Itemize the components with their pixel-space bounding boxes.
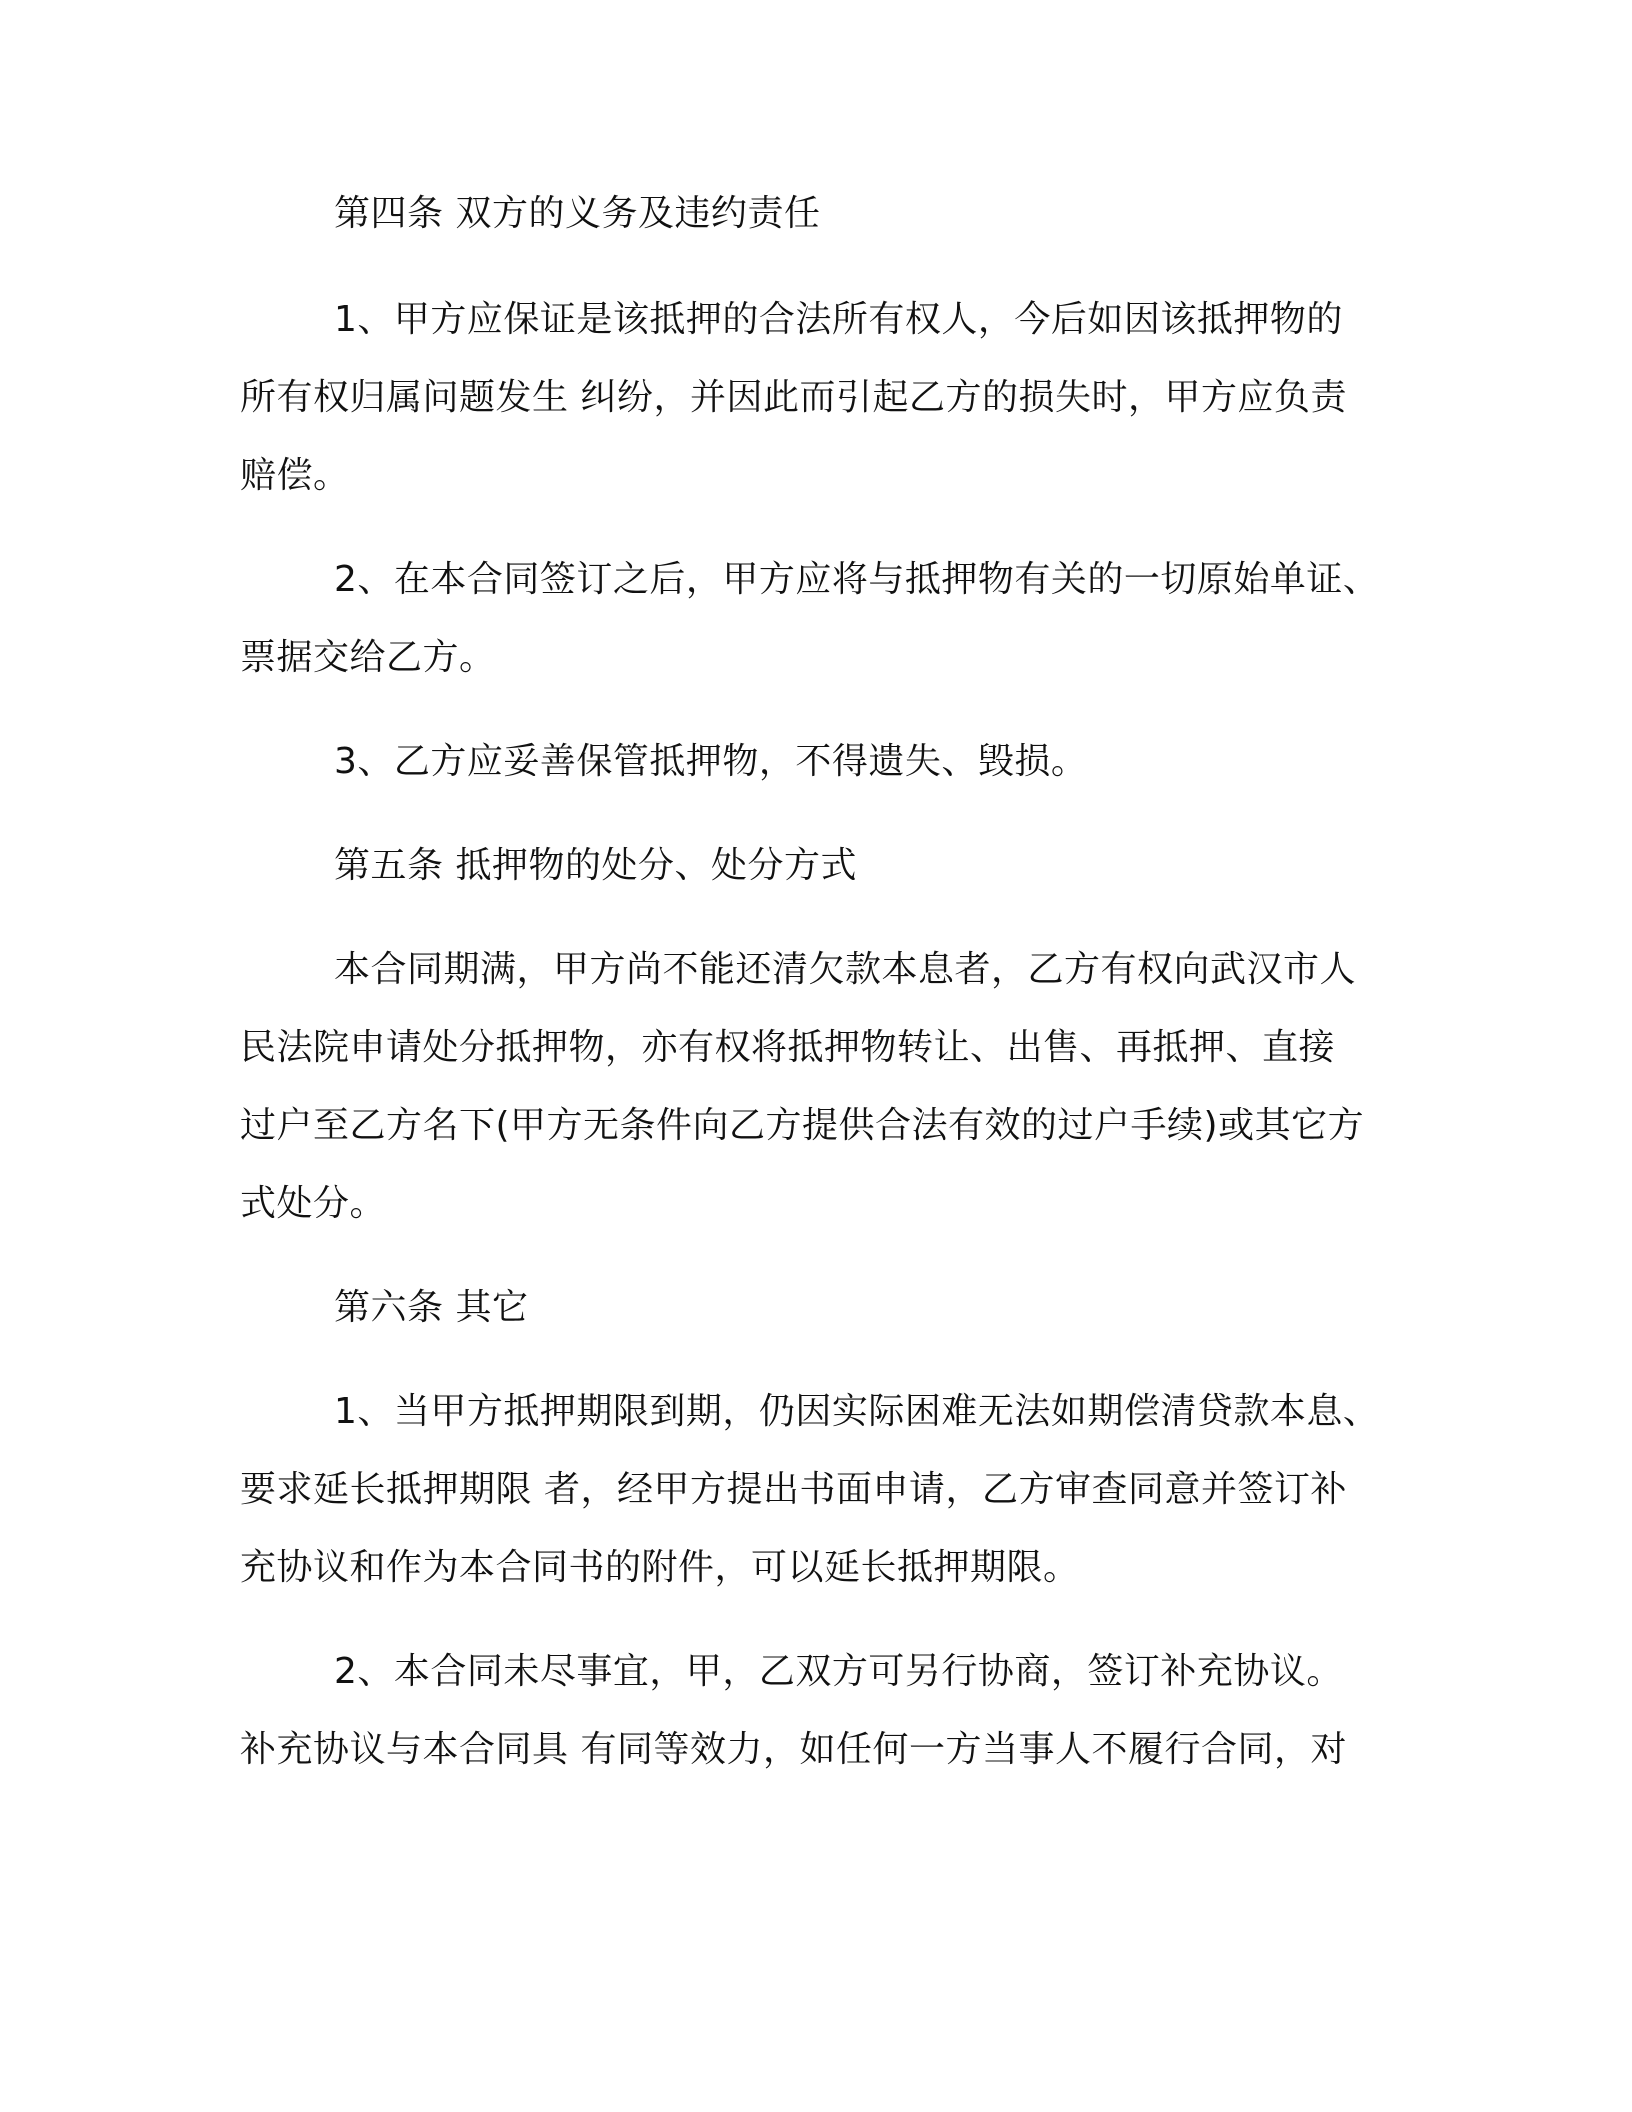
article-6-clause-1-line-2: 要求延长抵押期限 者，经甲方提出书面申请，乙方审查同意并签订补 bbox=[240, 1469, 1347, 1510]
article-4-clause-2-line-1: 2、在本合同签订之后，甲方应将与抵押物有关的一切原始单证、 bbox=[334, 559, 1380, 600]
article-6-clause-1-line-3: 充协议和作为本合同书的附件，可以延长抵押期限。 bbox=[240, 1547, 1080, 1588]
article-4-clause-2-line-2: 票据交给乙方。 bbox=[240, 637, 496, 678]
article-5-body-line-2: 民法院申请处分抵押物，亦有权将抵押物转让、出售、再抵押、直接 bbox=[240, 1027, 1336, 1068]
article-6-clause-1-line-1: 1、当甲方抵押期限到期，仍因实际困难无法如期偿清贷款本息、 bbox=[334, 1391, 1380, 1432]
article-5-heading: 第五条 抵押物的处分、处分方式 bbox=[334, 845, 857, 886]
article-4-heading: 第四条 双方的义务及违约责任 bbox=[334, 193, 821, 234]
article-5-body-line-4: 式处分。 bbox=[240, 1183, 387, 1224]
article-4-clause-1-line-1: 1、甲方应保证是该抵押的合法所有权人，今后如因该抵押物的 bbox=[334, 299, 1343, 340]
article-6-clause-2-line-2: 补充协议与本合同具 有同等效力，如任何一方当事人不履行合同，对 bbox=[240, 1729, 1347, 1770]
article-4-clause-3: 3、乙方应妥善保管抵押物，不得遗失、毁损。 bbox=[334, 741, 1088, 782]
article-4-clause-1-line-3: 赔偿。 bbox=[240, 455, 350, 496]
article-4-clause-1-line-2: 所有权归属问题发生 纠纷，并因此而引起乙方的损失时，甲方应负责 bbox=[240, 377, 1347, 418]
article-5-body-line-1: 本合同期满，甲方尚不能还清欠款本息者，乙方有权向武汉市人 bbox=[334, 949, 1357, 990]
article-6-heading: 第六条 其它 bbox=[334, 1287, 529, 1328]
article-5-body-line-3: 过户至乙方名下(甲方无条件向乙方提供合法有效的过户手续)或其它方 bbox=[240, 1105, 1365, 1146]
article-6-clause-2-line-1: 2、本合同未尽事宜，甲，乙双方可另行协商，签订补充协议。 bbox=[334, 1651, 1343, 1692]
